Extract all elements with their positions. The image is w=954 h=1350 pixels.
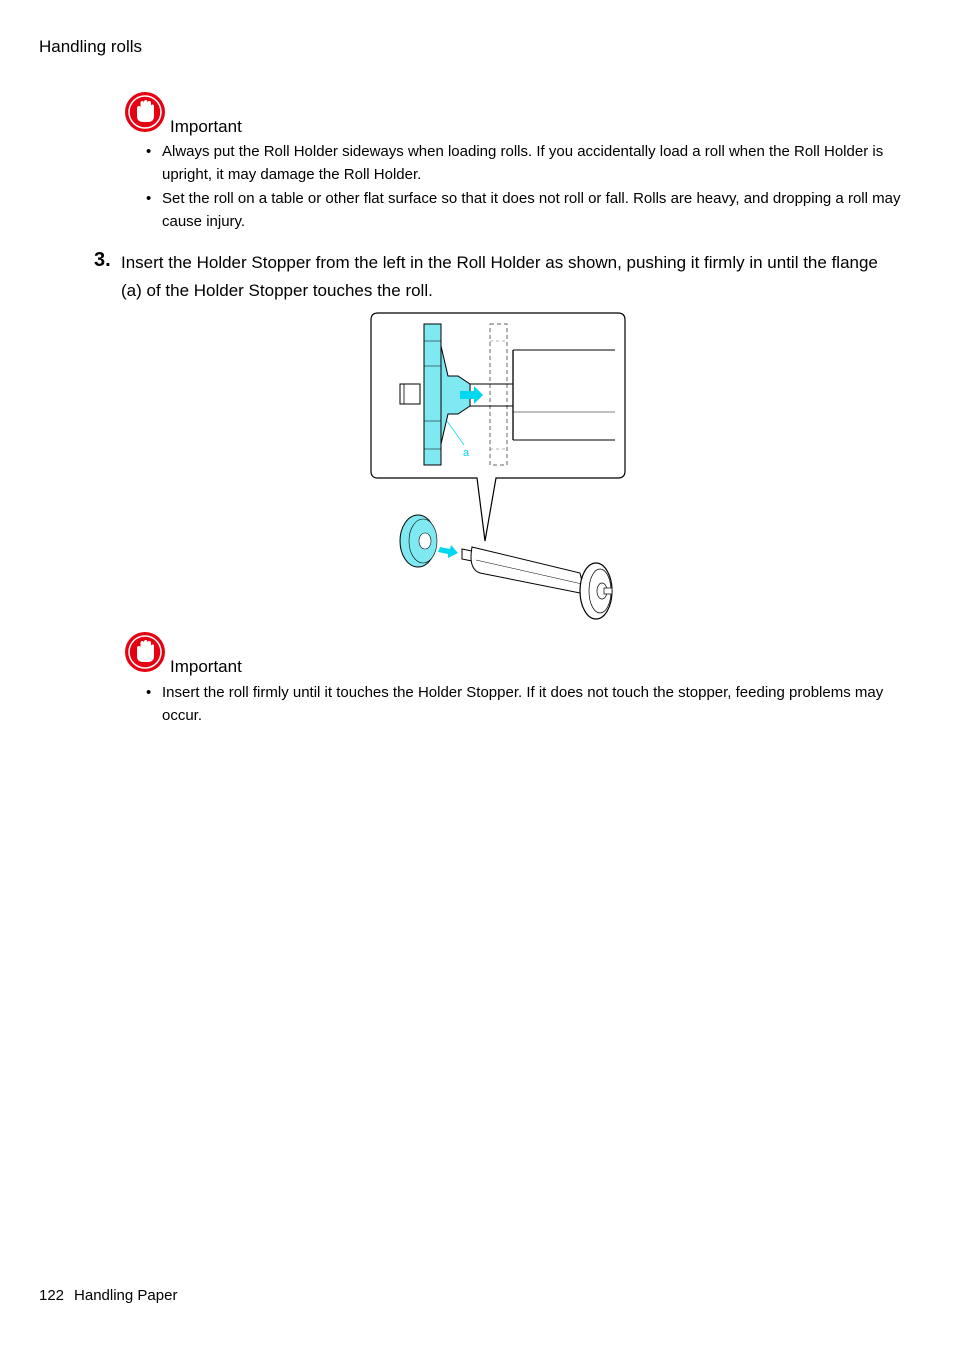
important-list-2 — [146, 681, 906, 728]
page-number: 122 — [39, 1287, 65, 1304]
holder-stopper-illustration — [370, 311, 628, 623]
bullet-marker: • — [146, 684, 152, 701]
list-item: • Insert the roll firmly until it touches the Holder Stopper. If it does not touch the stopper, feeding problems may occur. — [146, 681, 906, 727]
important-label-1: Important — [170, 117, 242, 136]
page-footer — [39, 1287, 187, 1304]
bullet-marker: • — [146, 190, 152, 207]
callout-label-a: a — [463, 447, 470, 459]
important-hand-icon — [124, 91, 166, 133]
list-item: • Always put the Roll Holder sideways when loading rolls. If you accidentally load a roll when the Roll Holder is upright, it may damage the Roll Holder. — [146, 140, 906, 186]
important-label-2: Important — [170, 657, 242, 676]
list-item: • Set the roll on a table or other flat surface so that it does not roll or fall. Rolls are heavy, and dropping a roll may cause injury. — [146, 187, 906, 233]
bullet-marker: • — [146, 143, 152, 160]
important-hand-icon — [124, 631, 166, 673]
footer-section: Handling Paper — [74, 1287, 178, 1304]
step-instruction: Insert the Holder Stopper from the left in the Roll Holder as shown, pushing it firmly in until the flange (a) of the Holder Stopper touches the roll. — [121, 253, 878, 300]
step-number: 3. — [94, 249, 111, 271]
important-list-1 — [146, 140, 906, 234]
running-header: Handling rolls — [39, 37, 142, 56]
